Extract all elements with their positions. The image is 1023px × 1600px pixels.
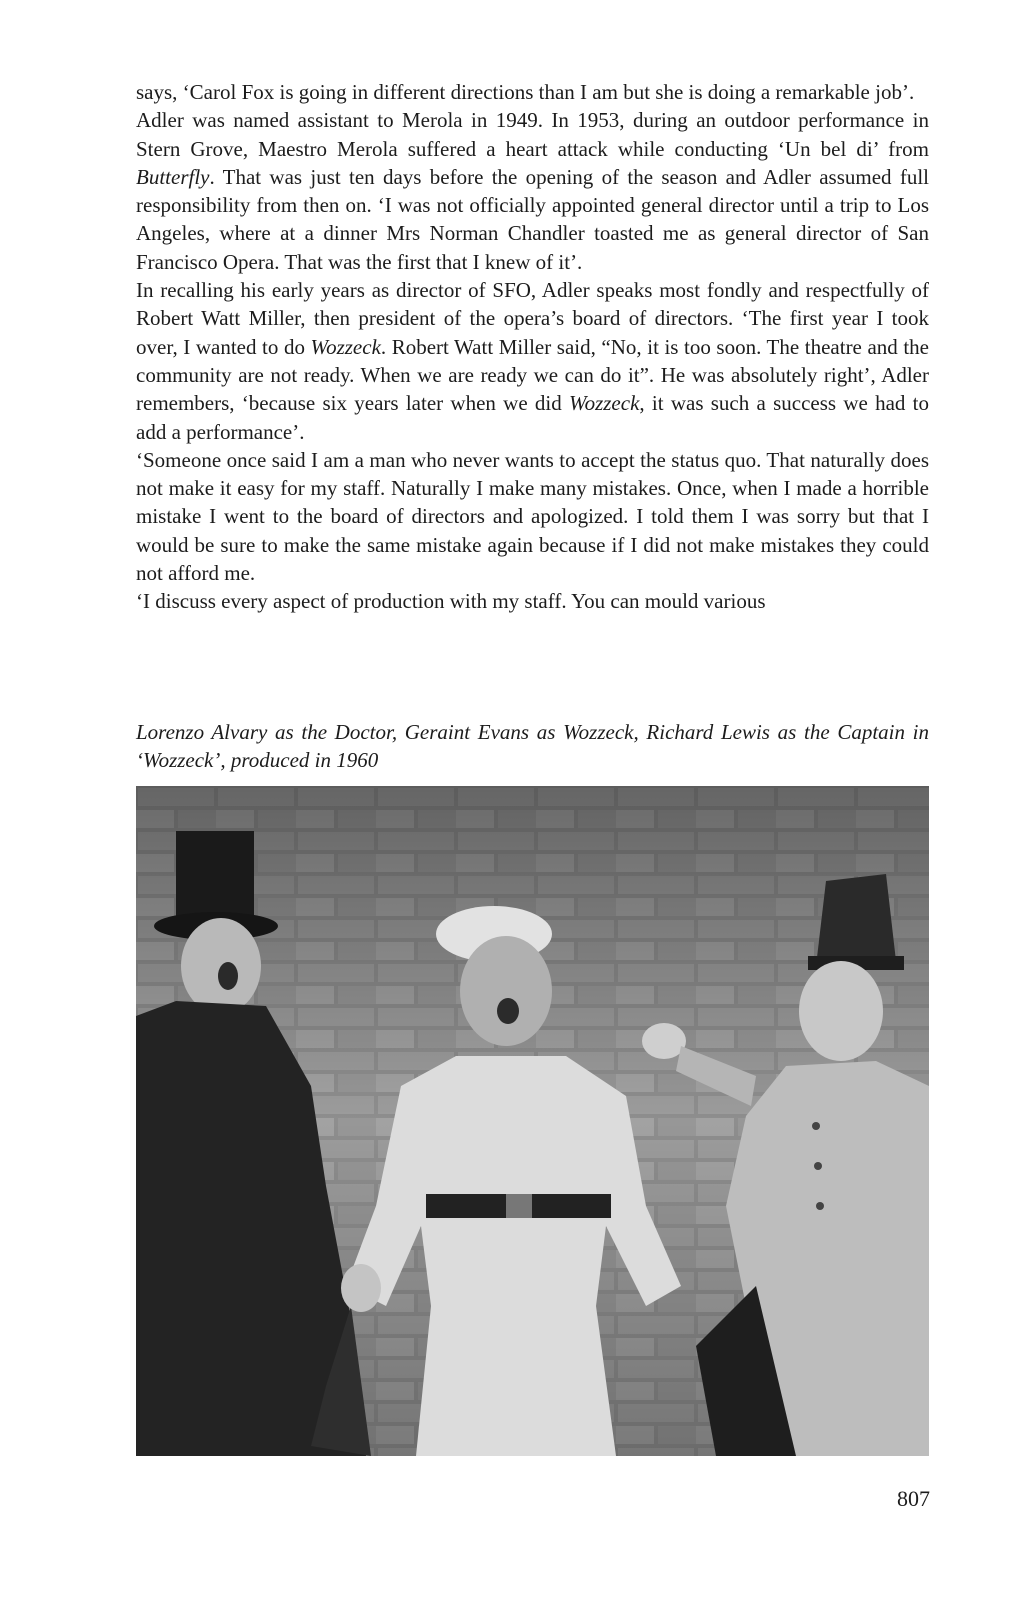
- paragraph-4: ‘Someone once said I am a man who never wants to accept the status quo. That naturally does not make it easy for my staff. Naturally I make many mistakes. Once, when I made a horrible mistake I went to the board of directors and apologized. I told them I was sorry but that I would be sure to make the same mistake again because if I did not make mistakes they could not afford me.: [136, 447, 929, 586]
- paragraph-3: In recalling his early years as director of SFO, Adler speaks most fondly and respectfully of Robert Watt Miller, then president of the opera’s board of directors. ‘The first year I took over, I wanted to do Wozzeck. Robert Watt Miller said, “No, it is too soon. The theatre and the community are not ready. When we are ready we can do it”. He was absolutely right’, Adler remembers, ‘because six years later when we did Wozzeck, it was such a success we had to add a performance’.: [136, 278, 929, 444]
- page-number: 807: [897, 1486, 930, 1511]
- stage-photograph: [136, 786, 929, 1456]
- photo-illustration: [136, 786, 929, 1456]
- photo-caption: Lorenzo Alvary as the Doctor, Geraint Evans as Wozzeck, Richard Lewis as the Captain in ‘Wozzeck’, produced in 1960: [136, 720, 929, 772]
- paragraph-1: says, ‘Carol Fox is going in different directions than I am but she is doing a remarkable job’.: [136, 80, 915, 104]
- paragraph-5: ‘I discuss every aspect of production with my staff. You can mould various: [136, 589, 766, 614]
- article-body: [136, 78, 929, 616]
- paragraph-2: Adler was named assistant to Merola in 1949. In 1953, during an outdoor performance in Stern Grove, Maestro Merola suffered a heart attack while conducting ‘Un bel di’ from Butterfly. That was just ten days before the opening of the season and Adler assumed full responsibility from then on. ‘I was not officially appointed general director until a trip to Los Angeles, where at a dinner Mrs Norman Chandler toasted me as general director of San Francisco Opera. That was the first that I knew of it’.: [136, 108, 929, 274]
